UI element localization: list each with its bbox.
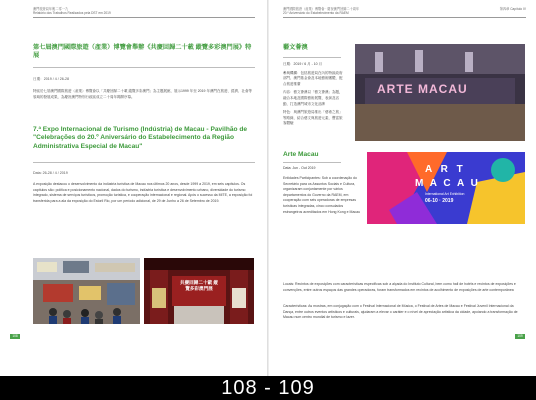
art-macau-poster <box>367 152 525 224</box>
right-title-zh-rule <box>283 57 341 58</box>
right-item-zh: 日期：2019 / 6 月 - 10 月 <box>283 62 323 66</box>
left-header-line1: 澳門旅遊局年報二零一九 <box>33 7 69 11</box>
poster-subtitle: International Art Exhibition <box>425 192 465 196</box>
right-title-pt: Arte Macau <box>283 151 319 158</box>
arte-macau-venue-photo <box>355 44 525 141</box>
left-date-zh: 日期：2019 / 4 / 26-28 <box>33 77 69 81</box>
left-title-zh: 第七屆澳門國際旅遊（產業）博覽會舉辦《共慶回歸二十載 縱覽多彩澳門展》特展 <box>33 44 252 59</box>
pavilion-entrance-photo <box>144 258 254 324</box>
right-header-rule <box>283 17 526 18</box>
left-body-pt: A exposição destacou o desenvolvimento da indústria turística de Macau nos últimos 20 anos, desde 1999 a 2019, em seis capítulos. Os capítulos são: política e posicionamento nacional, dados do turismo, indústria turística e desenvolvimento urbano, diversidade do turismo integrado, sistema de serviços turísticos, promoção turística, e cooperação internacional e regional. Após o sucesso da MITE, a exposição foi transferida para a ala da exposição do Estoril Rio, por um período adicional, de 29 de Junho a 26 de Setembro de 2019. <box>33 182 253 203</box>
left-title-rule <box>33 67 255 68</box>
left-body-zh: 特區於七屆澳門國際旅遊（產業）博覽會以「共慶回歸二十載 縱覽多彩澳門」為主題展館，展示1999 年至 2019 年澳門在旅遊、經濟、社會等領域的發展成果，為慶祝澳門特別行政區成立二十周年揭開序幕。 <box>33 89 252 99</box>
right-header-line2: 20.º Aniversário do Estabelecimento da RAEM <box>283 11 349 15</box>
arte-macau-sign: ARTE MACAU <box>377 82 468 96</box>
right-title-pt-rule <box>283 162 341 163</box>
page-range-caption: 108 - 109 <box>0 376 536 400</box>
right-item-pt-features: Características: As mostras, em conjugação com o Festival Internacional de Música, o Festival de Artes de Macau e Festival Juvenil Internacional da Dança, entre outros eventos artísticos e culturais, ajudaram a elevar o caráter e o nível de apreciação artística da cidade, apoiando a transformação de Macau num centro mundial de turismo e lazer. <box>283 304 518 320</box>
right-header-chapter: 第四章 Capítulo IV <box>499 7 526 11</box>
right-header <box>283 7 483 15</box>
right-items-zh <box>283 62 343 127</box>
right-item-pt-entities: Entidades Participantes: Sob a coordenação do Secretário para os Assuntos Sociais e Cultura, organizaram conjuntamente por vários departamentos do Governo da RAEM, em cooperação com seis operadoras de empresas turísticas integradas, cinco consulados estrangeiros acreditados em Hong Kong e Macau <box>283 176 361 214</box>
poster-dates: 06-10 · 2019 <box>425 198 454 204</box>
right-title-zh: 藝文薈澳 <box>283 44 308 51</box>
right-item-zh: 內容：藝文薈澳以「藝文薈澳」為題，融合本地及國際藝術展覽、表演及活動，打造澳門城市文化品牌 <box>283 90 343 106</box>
left-header-line2: Relatório dos Trabalhos Realizados pela DST em 2019 <box>33 11 111 15</box>
exhibition-hall-illustration <box>33 258 140 324</box>
right-item-zh: 參與機構：包括旅遊局在內的特區政府部門、澳門基金會及本地藝術團體，配合旅遊推廣 <box>283 70 343 86</box>
left-page-number: 108 <box>10 334 20 339</box>
poster-title-line1: A R T <box>425 164 466 175</box>
right-page-number: 109 <box>515 334 525 339</box>
right-page <box>269 0 536 376</box>
left-title-pt: 7.ª Expo Internacional de Turismo (Indústria) de Macau - Pavilhão de "Celebrações do 20.º Aniversário do Estabelecimento da Região Administrativa Especial de Macau" <box>33 126 248 150</box>
left-date-pt: Data: 26-28 / 4 / 2019 <box>33 171 68 175</box>
right-header-line1: 澳門國際旅遊（產業）博覽會 · 慶祝澳門回歸二十周年 <box>283 7 360 11</box>
left-header-rule <box>33 17 255 18</box>
left-header <box>33 7 111 15</box>
pavilion-banner-text: 共慶回歸二十載 縱覽多彩澳門展 <box>179 280 219 291</box>
left-title-pt-rule <box>33 162 255 163</box>
right-item-pt-date: Data: Jun - Out 2019 <box>283 166 316 170</box>
left-page <box>0 0 267 376</box>
right-item-zh: 特色：與澳門旅遊局推出「藝術之旅」等路線，結合藝文與旅遊元素，豐富旅客體驗 <box>283 110 343 126</box>
exhibition-hall-photo <box>33 258 140 324</box>
poster-title-line2: M A C A U <box>415 178 480 189</box>
right-item-pt-locations: Locais: Recintos de exposições com características específicas sob a alçada do Instituto Cultural, bem como hall de hotéis e recintos de exposições e convenções, entre outros espaços das grandes operadoras, foram transformados em recintos de acolhimento de exposições de arte contemporânea <box>283 282 516 292</box>
right-header-tag <box>481 7 526 11</box>
